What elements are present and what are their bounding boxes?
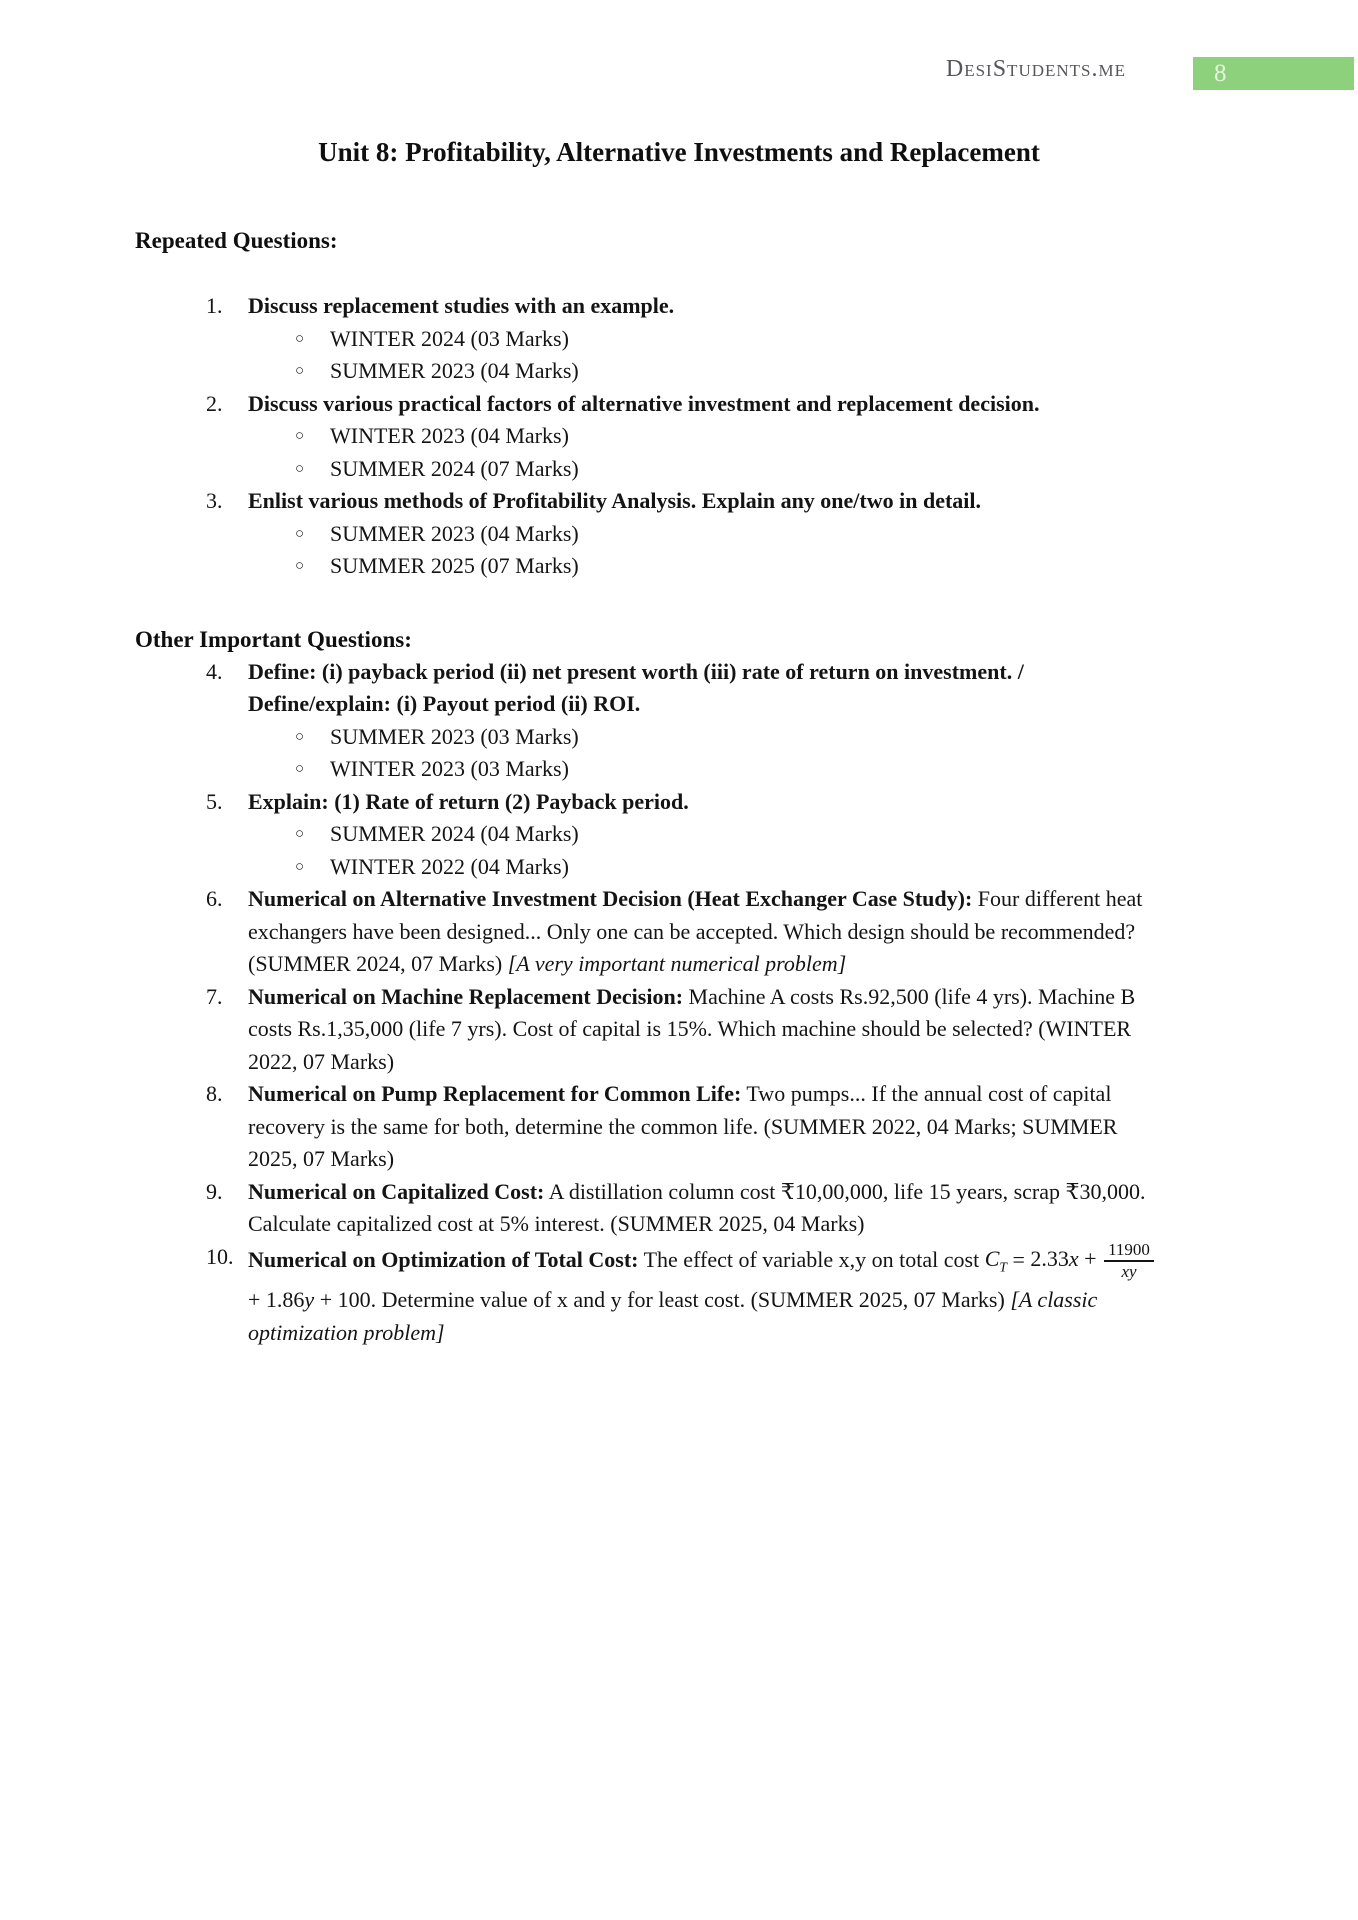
circle-bullet-icon: ○	[295, 525, 305, 542]
exam-bullet	[248, 753, 1163, 786]
circle-bullet-icon: ○	[295, 330, 305, 347]
question-text: Numerical on Machine Replacement Decision:	[248, 983, 684, 1009]
fraction	[1104, 1241, 1154, 1282]
circle-bullet-icon: ○	[295, 363, 305, 379]
fraction-denominator: xy	[1121, 1261, 1137, 1281]
site-name: DesiStudents.me	[945, 56, 1126, 82]
question-number: 2.	[206, 390, 223, 416]
question-number: 4.	[206, 658, 223, 684]
exam-bullet	[248, 721, 1163, 754]
question-item-8	[206, 1078, 1163, 1176]
question-text: Define: (i) payback period (ii) net present worth (iii) rate of return on investment. / Define/explain: (i) Payout period (ii) ROI.	[248, 658, 1024, 716]
circle-bullet-icon: ○	[295, 558, 305, 574]
exam-bullet	[248, 550, 1163, 583]
section-heading-other: Other Important Questions:	[135, 626, 412, 652]
exam-bullet	[248, 420, 1163, 453]
exam-bullet	[248, 518, 1163, 551]
exam-bullet	[248, 818, 1163, 851]
repeated-questions-list	[0, 290, 1358, 583]
circle-bullet-icon: ○	[295, 460, 305, 477]
question-number: 9.	[206, 1178, 223, 1204]
question-item-2	[206, 388, 1163, 486]
question-text: Numerical on Alternative Investment Decision (Heat Exchanger Case Study):	[248, 886, 973, 911]
circle-bullet-icon: ○	[295, 858, 305, 875]
question-number: 1.	[206, 293, 223, 318]
fraction-numerator: 11900	[1104, 1241, 1154, 1262]
question-note: [A classic optimization problem]	[248, 1287, 1098, 1345]
question-item-9	[206, 1176, 1163, 1241]
document-title: Unit 8: Profitability, Alternative Investments and Replacement	[318, 137, 1040, 167]
exam-bullet	[248, 323, 1163, 356]
question-body-text: A distillation column cost ₹10,00,000, life 15 years, scrap ₹30,000. Calculate capitalized cost at 5% interest. (SUMMER 2025, 04 Marks)	[248, 1178, 1146, 1236]
question-item-6	[206, 883, 1163, 981]
question-number: 5.	[206, 788, 223, 814]
exam-bullet	[248, 355, 1163, 388]
exam-session-label: SUMMER 2023 (04 Marks)	[330, 358, 579, 383]
exam-session-label: SUMMER 2023 (04 Marks)	[330, 520, 579, 546]
circle-bullet-icon: ○	[295, 826, 305, 842]
question-number: 7.	[206, 983, 223, 1009]
question-body-text: The effect of variable x,y on total cost	[638, 1246, 985, 1272]
question-body-text: Machine A costs Rs.92,500 (life 4 yrs). Machine B costs Rs.1,35,000 (life 7 yrs). Cost of capital is 15%. Which machine should be selected? (WINTER 2022, 07 Marks)	[248, 983, 1136, 1074]
question-text: Enlist various methods of Profitability Analysis. Explain any one/two in detail.	[248, 488, 982, 513]
page-number-badge	[1193, 57, 1354, 90]
equals-sign: =	[1006, 1246, 1031, 1272]
other-questions-list	[0, 656, 1358, 1350]
question-number: 8.	[206, 1081, 223, 1106]
question-text: Discuss various practical factors of alternative investment and replacement decision.	[248, 390, 1040, 416]
exam-session-label: WINTER 2023 (03 Marks)	[330, 756, 569, 781]
question-number: 3.	[206, 488, 223, 513]
question-body-text: Four different heat exchangers have been designed... Only one can be accepted. Which design should be recommended? (SUMMER 2024, 07 Marks)	[248, 886, 1143, 976]
question-number: 10.	[206, 1243, 234, 1269]
question-item-4	[206, 656, 1163, 786]
circle-bullet-icon: ○	[295, 728, 305, 745]
section-heading-repeated: Repeated Questions:	[135, 228, 338, 253]
question-item-3	[206, 485, 1163, 583]
question-body-text: Two pumps... If the annual cost of capital recovery is the same for both, determine the common life. (SUMMER 2022, 04 Marks; SUMMER 2025, 07 Marks)	[248, 1081, 1118, 1171]
question-note: [A very important numerical problem]	[507, 951, 847, 976]
exam-session-label: SUMMER 2024 (04 Marks)	[330, 821, 579, 846]
question-body-text: Determine value of x and y for least cost. (SUMMER 2025, 07 Marks)	[381, 1287, 1011, 1313]
exam-bullet	[248, 453, 1163, 486]
circle-bullet-icon: ○	[295, 428, 305, 444]
total-cost-variable: $C_T$	[984, 1246, 1007, 1275]
question-item-1	[206, 290, 1163, 388]
exam-bullet	[248, 851, 1163, 884]
question-text: Explain: (1) Rate of return (2) Payback period.	[248, 788, 689, 814]
circle-bullet-icon: ○	[295, 761, 305, 777]
cost-formula: 2.33x + $\frac{11900}{xy}$ + 1.86y + 100.	[248, 1246, 1156, 1312]
question-text: Numerical on Pump Replacement for Common Life:	[248, 1081, 742, 1106]
exam-session-label: WINTER 2022 (04 Marks)	[330, 853, 569, 879]
question-number: 6.	[206, 886, 223, 911]
exam-session-label: WINTER 2023 (04 Marks)	[330, 423, 569, 448]
question-text: Numerical on Capitalized Cost:	[248, 1178, 545, 1204]
question-item-5	[206, 786, 1163, 884]
question-item-10	[206, 1241, 1163, 1350]
page-number: 8	[1214, 60, 1227, 87]
question-item-7	[206, 981, 1163, 1079]
exam-session-label: SUMMER 2024 (07 Marks)	[330, 455, 579, 481]
question-text: Numerical on Optimization of Total Cost:	[248, 1246, 639, 1272]
exam-session-label: WINTER 2024 (03 Marks)	[330, 325, 569, 351]
question-text: Discuss replacement studies with an example.	[248, 293, 675, 318]
exam-session-label: SUMMER 2023 (03 Marks)	[330, 723, 579, 749]
exam-session-label: SUMMER 2025 (07 Marks)	[330, 553, 579, 578]
